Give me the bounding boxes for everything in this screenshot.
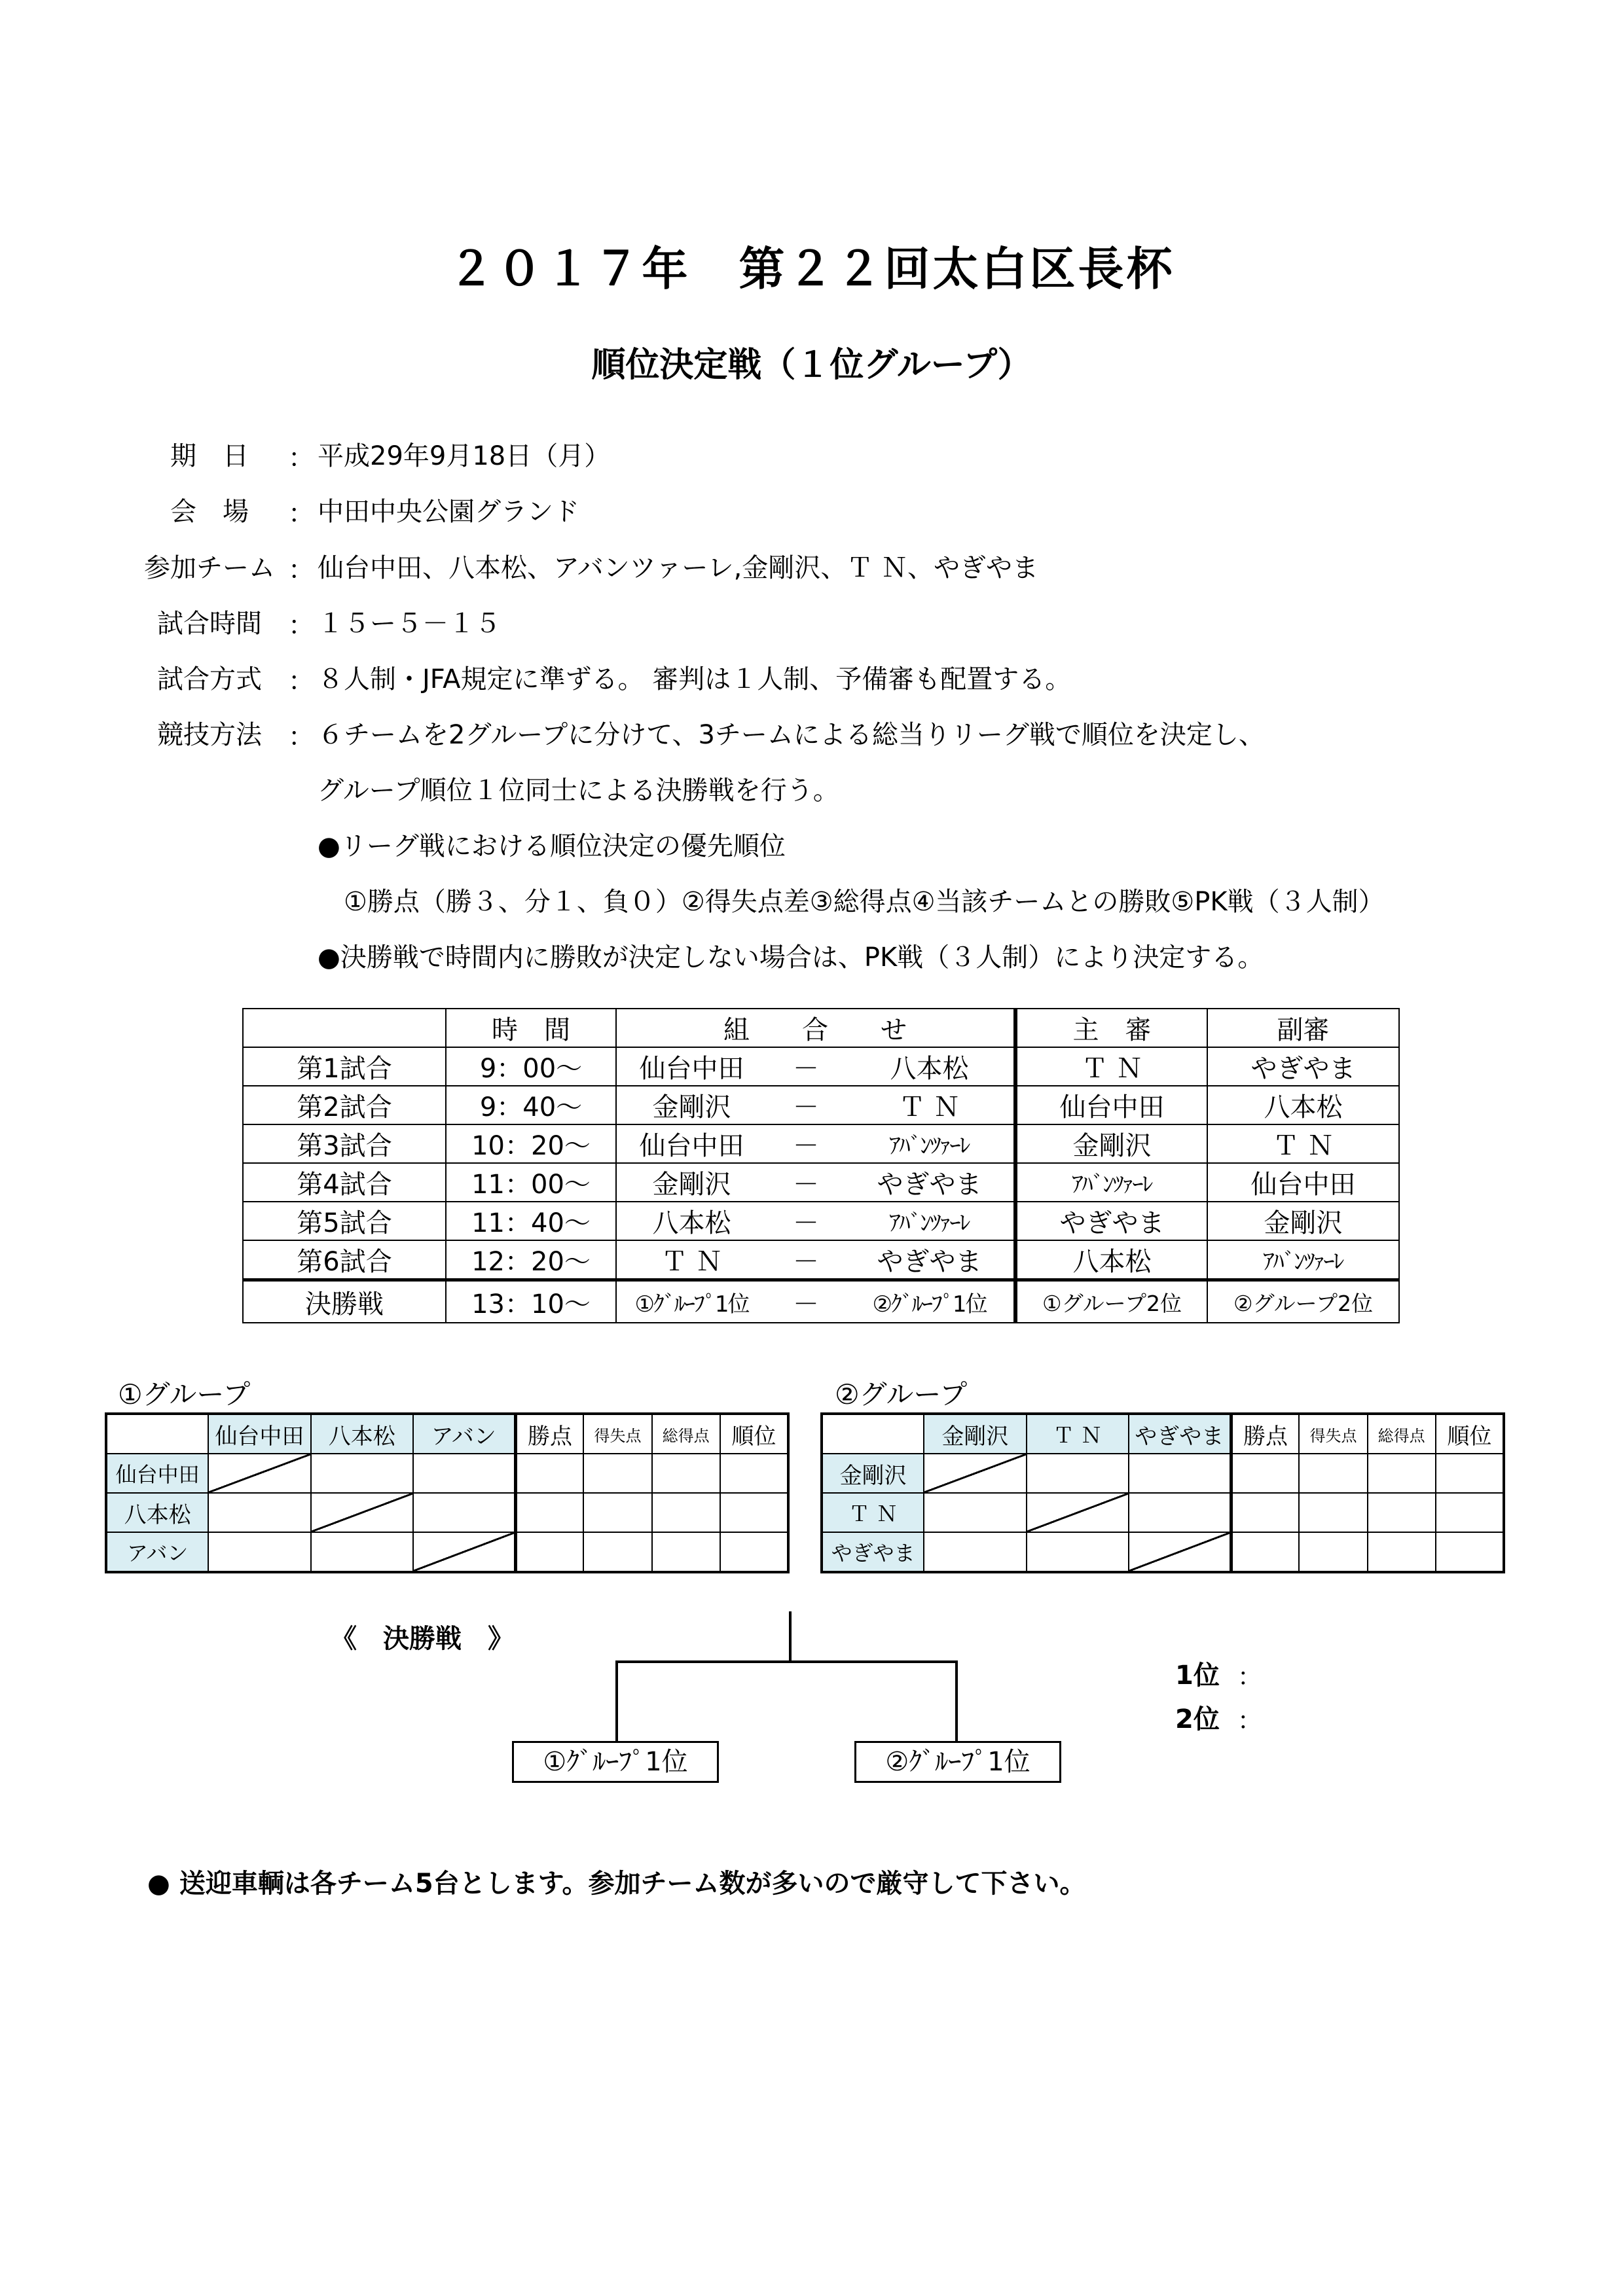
away-team: ｱﾊﾞﾝﾂｧｰﾚ: [845, 1124, 1015, 1163]
versus-separator: －: [767, 1086, 845, 1124]
sub-referee: Ｔ Ｎ: [1207, 1124, 1399, 1163]
referee: 仙台中田: [1015, 1086, 1207, 1124]
info-value-method: ６チームを2グループに分けて、3チームによる総当りリーグ戦で順位を決定し、: [318, 720, 1265, 750]
row-team: Ｔ Ｎ: [822, 1493, 924, 1532]
first-place-label: 1位: [1175, 1660, 1220, 1691]
referee: 八本松: [1015, 1240, 1207, 1280]
rank-cell: [1436, 1454, 1504, 1493]
schedule-header-row: [243, 1009, 1399, 1047]
group1-row: [106, 1493, 788, 1532]
bracket-right-team: ②ｸﾞﾙｰﾌﾟ1位: [854, 1741, 1061, 1783]
col-goals-total: 総得点: [652, 1414, 720, 1454]
bracket-label: 《 決勝戦 》: [331, 1624, 514, 1654]
schedule-row: [243, 1086, 1399, 1124]
rank-cell: [1436, 1532, 1504, 1572]
result-cell: [924, 1532, 1026, 1572]
rank-cell: [720, 1532, 788, 1572]
goals-total-cell: [652, 1532, 720, 1572]
match-number: 第4試合: [243, 1163, 446, 1202]
goal-diff-cell: [583, 1493, 651, 1532]
sub-referee: ｱﾊﾞﾝﾂｧｰﾚ: [1207, 1240, 1399, 1280]
info-colon: ：: [288, 443, 314, 473]
bracket-bar: [615, 1660, 958, 1663]
method-continuation: グループ順位１位同士による決勝戦を行う。: [318, 776, 839, 806]
schedule-final-row: [243, 1280, 1399, 1323]
page-title: ２０１７年 第２２回太白区長杯: [448, 242, 1175, 296]
corner-cell: [106, 1414, 208, 1454]
goals-total-cell: [1368, 1493, 1436, 1532]
group2-row: [822, 1454, 1504, 1493]
col-team-3: やぎやま: [1129, 1414, 1231, 1454]
schedule-row: [243, 1124, 1399, 1163]
bracket-left-team: ①ｸﾞﾙｰﾌﾟ1位: [512, 1741, 719, 1783]
away-team: Ｔ Ｎ: [845, 1086, 1015, 1124]
points-cell: [1231, 1493, 1299, 1532]
info-colon: ：: [288, 722, 314, 752]
away-team: やぎやま: [845, 1163, 1015, 1202]
result-cell: [311, 1454, 413, 1493]
group2-label: ②グループ: [835, 1378, 968, 1410]
header-referee: 主 審: [1015, 1009, 1207, 1047]
priority-title: ●リーグ戦における順位決定の優先順位: [318, 831, 786, 861]
priority-items: ①勝点（勝３、分１、負０）②得失点差③総得点④当該チームとの勝敗⑤PK戦（３人制）: [344, 887, 1385, 917]
header-blank: [243, 1009, 446, 1047]
versus-separator: －: [767, 1047, 845, 1086]
row-team: 八本松: [106, 1493, 208, 1532]
away-team: 八本松: [845, 1047, 1015, 1086]
sub-referee: 金剛沢: [1207, 1202, 1399, 1240]
info-colon: ：: [288, 499, 314, 529]
bracket-stem: [789, 1611, 792, 1662]
row-team: 仙台中田: [106, 1454, 208, 1493]
goal-diff-cell: [583, 1532, 651, 1572]
result-cell: [1027, 1532, 1129, 1572]
schedule-row: [243, 1240, 1399, 1280]
col-points: 勝点: [1231, 1414, 1299, 1454]
match-number: 第5試合: [243, 1202, 446, 1240]
group1-header-row: [106, 1414, 788, 1454]
referee: Ｔ Ｎ: [1015, 1047, 1207, 1086]
home-team: 仙台中田: [616, 1124, 767, 1163]
schedule-table: [242, 1008, 1400, 1323]
col-rank: 順位: [720, 1414, 788, 1454]
referee: ｱﾊﾞﾝﾂｧｰﾚ: [1015, 1163, 1207, 1202]
versus-separator: －: [767, 1240, 845, 1280]
row-team: アバン: [106, 1532, 208, 1572]
rank-cell: [720, 1493, 788, 1532]
result-cell: [208, 1493, 310, 1532]
col-goal-diff: 得失点: [1299, 1414, 1367, 1454]
points-cell: [1231, 1532, 1299, 1572]
home-team: 金剛沢: [616, 1163, 767, 1202]
info-value-format: ８人制・JFA規定に準ずる。 審判は１人制、予備審も配置する。: [318, 664, 1072, 694]
rank-cell: [720, 1454, 788, 1493]
match-number: 第2試合: [243, 1086, 446, 1124]
match-number: 第1試合: [243, 1047, 446, 1086]
match-number: 第3試合: [243, 1124, 446, 1163]
home-team: 金剛沢: [616, 1086, 767, 1124]
match-time: 11：00～: [446, 1163, 616, 1202]
match-time: 9：00～: [446, 1047, 616, 1086]
sub-referee: 仙台中田: [1207, 1163, 1399, 1202]
diagonal-cell: [208, 1454, 310, 1493]
points-cell: [1231, 1454, 1299, 1493]
away-team: やぎやま: [845, 1240, 1015, 1280]
row-team: 金剛沢: [822, 1454, 924, 1493]
info-value-date: 平成29年9月18日（月）: [318, 441, 611, 471]
bracket-right-leg: [955, 1660, 958, 1743]
col-team-2: Ｔ Ｎ: [1027, 1414, 1129, 1454]
info-label-format: 試合方式: [157, 664, 262, 694]
result-cell: [924, 1493, 1026, 1532]
goal-diff-cell: [1299, 1454, 1367, 1493]
header-matchup: 組 合 せ: [616, 1009, 1015, 1047]
goals-total-cell: [1368, 1454, 1436, 1493]
versus-separator: －: [767, 1124, 845, 1163]
match-time: 11：40～: [446, 1202, 616, 1240]
diagonal-cell: [924, 1454, 1026, 1493]
corner-cell: [822, 1414, 924, 1454]
versus-separator: －: [767, 1280, 845, 1323]
result-cell: [413, 1454, 515, 1493]
final-home: ①ｸﾞﾙｰﾌﾟ1位: [616, 1280, 767, 1323]
goals-total-cell: [1368, 1532, 1436, 1572]
sub-referee: 八本松: [1207, 1086, 1399, 1124]
info-colon: ：: [288, 555, 314, 585]
group2-header-row: [822, 1414, 1504, 1454]
col-rank: 順位: [1436, 1414, 1504, 1454]
group2-row: [822, 1493, 1504, 1532]
group1-row: [106, 1532, 788, 1572]
second-place-colon: ：: [1237, 1706, 1263, 1735]
home-team: 八本松: [616, 1202, 767, 1240]
goals-total-cell: [652, 1493, 720, 1532]
sub-referee: やぎやま: [1207, 1047, 1399, 1086]
final-time: 13：10～: [446, 1280, 616, 1323]
goals-total-cell: [652, 1454, 720, 1493]
col-team-1: 仙台中田: [208, 1414, 310, 1454]
versus-separator: －: [767, 1163, 845, 1202]
group2-row: [822, 1532, 1504, 1572]
final-match: 決勝戦: [243, 1280, 446, 1323]
goal-diff-cell: [583, 1454, 651, 1493]
result-cell: [1129, 1454, 1231, 1493]
final-referee: ①グループ2位: [1015, 1280, 1207, 1323]
schedule-row: [243, 1047, 1399, 1086]
diagonal-cell: [311, 1493, 413, 1532]
away-team: ｱﾊﾞﾝﾂｧｰﾚ: [845, 1202, 1015, 1240]
points-cell: [515, 1532, 583, 1572]
final-pk-note: ●決勝戦で時間内に勝敗が決定しない場合は、PK戦（３人制）により決定する。: [318, 942, 1264, 973]
info-colon: ：: [288, 666, 314, 696]
first-place-colon: ：: [1237, 1662, 1263, 1691]
diagonal-cell: [1027, 1493, 1129, 1532]
info-label-venue: 会 場: [170, 497, 249, 527]
final-away: ②ｸﾞﾙｰﾌﾟ1位: [845, 1280, 1015, 1323]
points-cell: [515, 1493, 583, 1532]
col-goal-diff: 得失点: [583, 1414, 651, 1454]
info-label-method: 競技方法: [157, 720, 262, 750]
versus-separator: －: [767, 1202, 845, 1240]
points-cell: [515, 1454, 583, 1493]
second-place-label: 2位: [1175, 1704, 1220, 1734]
result-cell: [1027, 1454, 1129, 1493]
col-team-3: アバン: [413, 1414, 515, 1454]
home-team: 仙台中田: [616, 1047, 767, 1086]
info-value-match-time: １５ー５－１５: [318, 609, 501, 639]
match-time: 12：20～: [446, 1240, 616, 1280]
diagonal-cell: [413, 1532, 515, 1572]
info-label-match-time: 試合時間: [157, 609, 262, 639]
home-team: Ｔ Ｎ: [616, 1240, 767, 1280]
info-label-teams: 参加チーム: [144, 553, 275, 583]
footer-note: ● 送迎車輌は各チーム5台とします。参加チーム数が多いので厳守して下さい。: [147, 1869, 1086, 1899]
goal-diff-cell: [1299, 1532, 1367, 1572]
referee: やぎやま: [1015, 1202, 1207, 1240]
match-number: 第6試合: [243, 1240, 446, 1280]
result-cell: [208, 1532, 310, 1572]
row-team: やぎやま: [822, 1532, 924, 1572]
referee: 金剛沢: [1015, 1124, 1207, 1163]
result-cell: [311, 1532, 413, 1572]
schedule-row: [243, 1202, 1399, 1240]
info-value-venue: 中田中央公園グランド: [318, 497, 579, 527]
bracket-left-leg: [615, 1660, 618, 1743]
col-goals-total: 総得点: [1368, 1414, 1436, 1454]
group1-row: [106, 1454, 788, 1493]
final-sub-referee: ②グループ2位: [1207, 1280, 1399, 1323]
rank-cell: [1436, 1493, 1504, 1532]
header-sub-referee: 副審: [1207, 1009, 1399, 1047]
info-colon: ：: [288, 611, 314, 641]
result-cell: [413, 1493, 515, 1532]
page-subtitle: 順位決定戦（１位グループ）: [591, 346, 1032, 385]
match-time: 10：20～: [446, 1124, 616, 1163]
col-points: 勝点: [515, 1414, 583, 1454]
match-time: 9：40～: [446, 1086, 616, 1124]
group1-label: ①グループ: [118, 1378, 251, 1410]
info-value-teams: 仙台中田、八本松、アバンツァーレ,金剛沢、Ｔ Ｎ、やぎやま: [318, 553, 1039, 583]
schedule-row: [243, 1163, 1399, 1202]
diagonal-cell: [1129, 1532, 1231, 1572]
group1-table: [105, 1412, 790, 1573]
info-label-date: 期 日: [170, 441, 249, 471]
header-time: 時 間: [446, 1009, 616, 1047]
result-cell: [1129, 1493, 1231, 1532]
col-team-2: 八本松: [311, 1414, 413, 1454]
col-team-1: 金剛沢: [924, 1414, 1026, 1454]
group2-table: [820, 1412, 1505, 1573]
goal-diff-cell: [1299, 1493, 1367, 1532]
